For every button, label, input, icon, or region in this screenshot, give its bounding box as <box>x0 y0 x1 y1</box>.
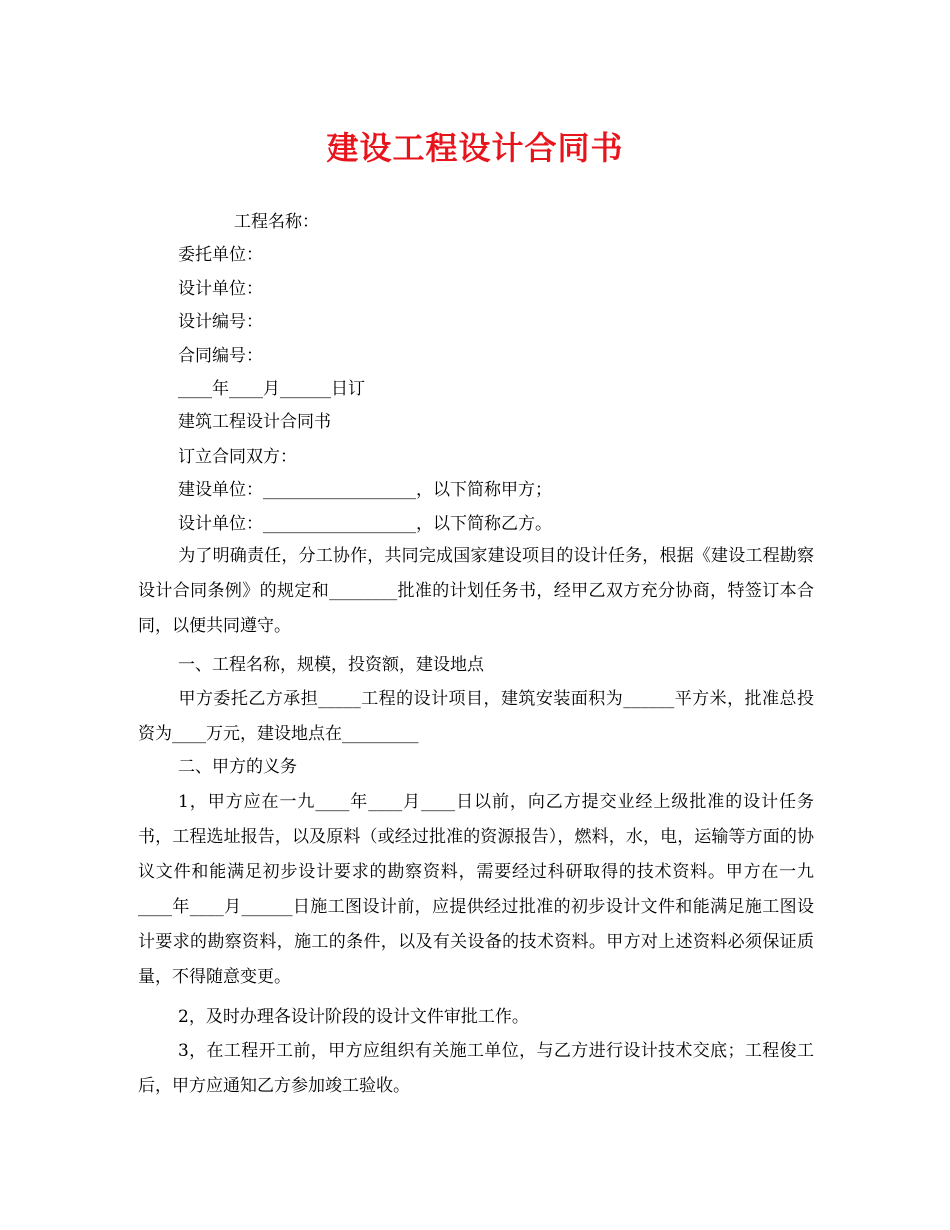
paragraph-intro: 为了明确责任，分工协作，共同完成国家建设项目的设计任务，根据《建设工程勘察设计合同条例》的规定和________批准的计划任务书，经甲乙双方充分协商，特签订本合同，以便共同遵守。 <box>138 546 814 636</box>
document-title: 建设工程设计合同书 <box>326 129 624 167</box>
field-project-name: 工程名称： <box>234 212 319 232</box>
section-heading-1: 一、工程名称，规模，投资额，建设地点 <box>178 655 484 675</box>
field-design-number: 设计编号： <box>178 312 263 332</box>
paragraph-item-3: 3，在工程开工前，甲方应组织有关施工单位，与乙方进行设计技术交底；工程俊工后，甲方应通知乙方参加竣工验收。 <box>138 1041 814 1096</box>
subtitle-line: 建筑工程设计合同书 <box>178 412 331 432</box>
field-contract-number: 合同编号： <box>178 346 263 366</box>
section-heading-2: 二、甲方的义务 <box>178 757 297 777</box>
party-b-line: 设计单位：__________________，以下简称乙方。 <box>178 514 552 534</box>
paragraph-item-1: 1，甲方应在一九____年____月____日以前，向乙方提交业经上级批准的设计任务书，工程选址报告，以及原料（或经过批准的资源报告），燃料，水，电，运输等方面的协议文件和能满足初步设计要求的勘察资料，需要经过科研取得的技术资料。甲方在一九____年____月______日施工图设计前，应提供经过批准的初步设计文件和能满足施工图设计要求的勘察资料，施工的条件，以及有关设备的技术资料。甲方对上述资料必须保证质量，不得随意变更。 <box>138 792 814 987</box>
field-sign-date: ____年____月______日订 <box>178 379 365 399</box>
field-design-unit: 设计单位： <box>178 279 263 299</box>
field-client-unit: 委托单位： <box>178 245 263 265</box>
party-a-line: 建设单位：__________________，以下简称甲方； <box>178 480 552 500</box>
parties-heading: 订立合同双方： <box>178 447 297 467</box>
paragraph-section-1: 甲方委托乙方承担_____工程的设计项目，建筑安装面积为______平方米，批准总投资为____万元，建设地点在_________ <box>138 689 814 744</box>
paragraph-item-2: 2，及时办理各设计阶段的设计文件审批工作。 <box>178 1007 529 1027</box>
